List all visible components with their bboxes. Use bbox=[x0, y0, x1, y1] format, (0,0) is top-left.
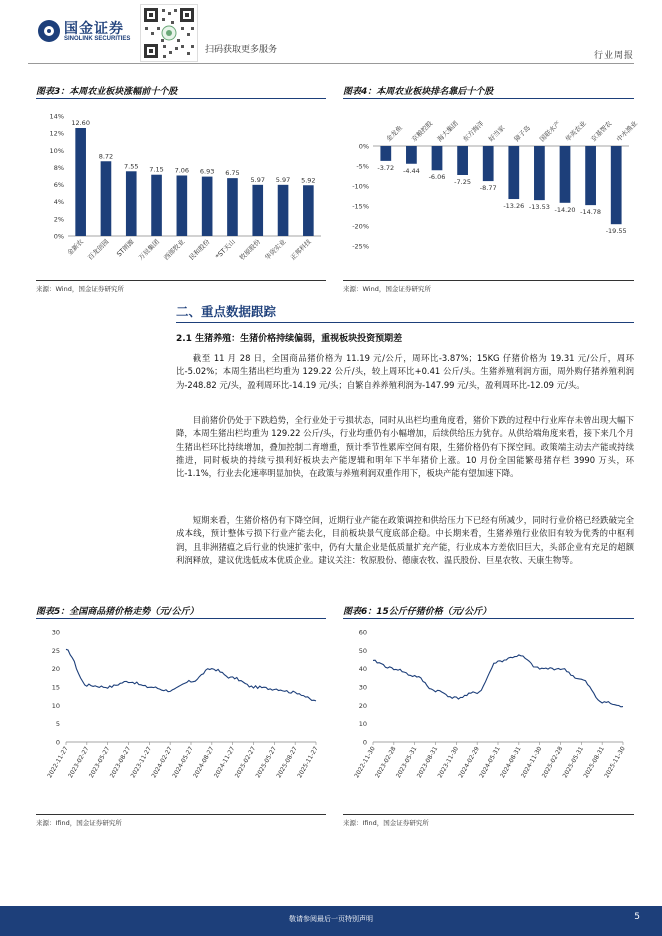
fig4-bar bbox=[560, 146, 571, 203]
fig5-line-chart bbox=[36, 622, 326, 814]
fig5-xtick-label: 2025-11-27 bbox=[296, 745, 320, 780]
fig5-xtick-label: 2024-08-27 bbox=[192, 745, 216, 780]
fig3-bar bbox=[227, 178, 238, 236]
fig4-ytick-label: -5% bbox=[356, 162, 369, 171]
fig4-bar-chart bbox=[343, 104, 639, 280]
fig5-bottom-rule bbox=[36, 814, 326, 815]
fig3-data-label: 5.92 bbox=[301, 176, 316, 185]
fig3-ytick-label: 10% bbox=[49, 146, 64, 155]
fig6-ytick-label: 30 bbox=[358, 683, 367, 692]
fig5-source: 来源：Ifind，国金证券研究所 bbox=[36, 819, 122, 827]
fig6-title-rule bbox=[343, 618, 634, 619]
fig5-xtick-label: 2024-05-27 bbox=[171, 745, 195, 780]
fig3-data-label: 7.55 bbox=[124, 162, 139, 171]
fig5-xtick-label: 2022-11-27 bbox=[46, 745, 70, 780]
footer-disclaimer[interactable]: 敬请参阅最后一页特别声明 bbox=[289, 915, 373, 923]
fig3-bar bbox=[202, 177, 213, 236]
fig3-ytick-label: 6% bbox=[53, 181, 64, 190]
fig5-xtick-label: 2024-11-27 bbox=[212, 745, 237, 780]
fig4-category-label: 京基智农 bbox=[589, 119, 614, 144]
fig6-bottom-rule bbox=[343, 814, 634, 815]
fig6-ytick-label: 60 bbox=[358, 628, 367, 637]
fig3-bar bbox=[151, 175, 162, 236]
fig5-series-line bbox=[66, 649, 316, 701]
fig4-ytick-label: -15% bbox=[352, 202, 369, 211]
fig4-data-label: -14.20 bbox=[554, 205, 576, 214]
fig3-category-label: 华资实业 bbox=[263, 237, 288, 262]
fig6-xtick-label: 2024-08-31 bbox=[499, 745, 523, 780]
fig4-bar bbox=[483, 146, 494, 181]
fig3-bar bbox=[303, 185, 314, 236]
fig5-ytick-label: 0 bbox=[55, 738, 60, 747]
fig6-xtick-label: 2024-02-29 bbox=[457, 745, 481, 780]
fig5-xtick-label: 2023-02-27 bbox=[67, 745, 91, 780]
fig3-title: 图表3：本周农业板块涨幅前十个股 bbox=[36, 87, 178, 97]
fig3-ytick-label: 2% bbox=[53, 215, 64, 224]
qr-code-icon[interactable] bbox=[140, 4, 198, 62]
fig4-data-label: -6.06 bbox=[428, 173, 446, 182]
fig4-data-label: -4.44 bbox=[402, 166, 420, 175]
header-divider bbox=[28, 63, 634, 64]
fig3-data-label: 6.93 bbox=[199, 167, 215, 176]
fig3-ytick-label: 12% bbox=[49, 129, 64, 138]
fig4-bottom-rule bbox=[343, 280, 634, 281]
fig4-category-label: 国联水产 bbox=[538, 119, 563, 144]
fig3-title-rule bbox=[36, 98, 326, 99]
fig6-ytick-label: 40 bbox=[358, 665, 367, 674]
fig4-data-label: -19.55 bbox=[605, 227, 627, 236]
fig6-xtick-label: 2022-11-30 bbox=[353, 745, 377, 780]
fig6-ytick-label: 50 bbox=[358, 646, 367, 655]
fig5-xtick-label: 2025-05-27 bbox=[254, 745, 279, 780]
fig3-ytick-label: 4% bbox=[53, 198, 64, 207]
fig3-category-label: *ST天山 bbox=[213, 237, 237, 261]
fig3-bottom-rule bbox=[36, 280, 326, 281]
fig3-category-label: 正邦科技 bbox=[288, 237, 313, 262]
fig3-bar bbox=[75, 128, 86, 236]
fig3-data-label: 8.72 bbox=[98, 152, 114, 161]
fig4-title: 图表4：本周农业板块排名靠后十个股 bbox=[343, 87, 494, 97]
fig6-source: 来源：Ifind，国金证券研究所 bbox=[343, 819, 429, 827]
page-number: 5 bbox=[634, 912, 640, 922]
fig3-category-label: 民和股份 bbox=[187, 237, 212, 262]
fig4-ytick-label: -25% bbox=[352, 242, 369, 251]
fig6-ytick-label: 10 bbox=[358, 720, 367, 729]
company-name-en: SINOLINK SECURITIES bbox=[64, 36, 131, 42]
fig4-bar bbox=[611, 146, 622, 224]
fig4-bar bbox=[508, 146, 519, 199]
company-name-cn: 国金证券 bbox=[64, 21, 124, 37]
fig5-ytick-label: 10 bbox=[51, 701, 60, 710]
fig5-ytick-label: 15 bbox=[51, 683, 60, 692]
paragraph-1: 截至 11 月 28 日，全国商品猪价格为 11.19 元/公斤，周环比-3.87%；15KG 仔猪价格为 19.31 元/公斤，周环比-5.02%；本周生猪出栏均重为 129.22 公斤/头，较上周环比+0.41 公斤/头。生猪养殖利润方面，周外购仔猪养殖利润为-248.82 元/头，盈利周环比-14.19 元/头；自繁自养养殖利润为-147.99 元/头，盈利周环比-12.09 元/头。 bbox=[176, 353, 634, 390]
fig5-xtick-label: 2023-08-27 bbox=[108, 745, 133, 780]
page-header bbox=[0, 0, 662, 64]
fig4-data-label: -13.53 bbox=[528, 203, 550, 212]
fig4-category-label: 东方海洋 bbox=[461, 119, 486, 144]
fig5-ytick-label: 30 bbox=[51, 628, 60, 637]
fig3-category-label: 牧原股份 bbox=[238, 237, 263, 262]
fig5-title: 图表5：全国商品猪价格走势（元/公斤） bbox=[36, 607, 199, 617]
fig6-line-chart bbox=[343, 622, 634, 814]
fig4-data-label: -8.77 bbox=[479, 184, 497, 193]
fig4-title-rule bbox=[343, 98, 634, 99]
fig5-xtick-label: 2023-05-27 bbox=[87, 745, 112, 780]
fig5-ytick-label: 20 bbox=[51, 665, 60, 674]
fig3-category-label: 万辰集团 bbox=[136, 237, 161, 262]
fig4-category-label: 海大集团 bbox=[435, 119, 460, 144]
paragraph-3: 短期来看，生猪价格仍有下降空间，近期行业产能在政策调控和供给压力下已经有所减少，同时行业价格已经跌破完全成本线，预计整体亏损下行业产能去化，目前板块景气度底部企稳。中长期来看，生猪养殖行业依旧有较为优秀的中枢利润，且非洲猪瘟之后行业的快速扩张中，仍有大量企业是低质量扩充产能，行业成本方差依旧巨大，头部企业有充足的超额利润释放，建议优选低成本优质企业。建议关注：牧原股份、德康农牧、温氏股份、巨星农牧、天康生物等。 bbox=[176, 515, 634, 565]
fig4-category-label: 金龙鱼 bbox=[384, 123, 405, 144]
fig5-ytick-label: 25 bbox=[51, 646, 60, 655]
fig6-title: 图表6：15公斤仔猪价格（元/公斤） bbox=[343, 607, 492, 617]
fig4-ytick-label: -20% bbox=[352, 222, 369, 231]
fig5-xtick-label: 2023-11-27 bbox=[129, 745, 154, 780]
fig3-category-label: 西部牧业 bbox=[162, 237, 187, 262]
fig6-xtick-label: 2024-11-30 bbox=[519, 745, 544, 780]
fig3-source: 来源：Wind，国金证券研究所 bbox=[36, 285, 124, 293]
fig4-bar bbox=[380, 146, 391, 161]
fig3-data-label: 6.75 bbox=[225, 169, 240, 178]
fig4-category-label: 京粮控股 bbox=[410, 119, 435, 144]
section-title: 二、重点数据跟踪 bbox=[176, 304, 277, 319]
fig6-xtick-label: 2023-11-30 bbox=[436, 745, 461, 780]
fig3-data-label: 7.06 bbox=[174, 166, 190, 175]
fig3-data-label: 12.60 bbox=[71, 119, 90, 127]
fig4-bar bbox=[406, 146, 417, 164]
fig6-xtick-label: 2023-08-31 bbox=[415, 745, 440, 780]
fig3-bar bbox=[126, 171, 137, 236]
fig4-category-label: 华英农业 bbox=[563, 119, 588, 144]
fig4-bar bbox=[534, 146, 545, 200]
fig4-category-label: 好当家 bbox=[486, 123, 507, 144]
subsection-title: 2.1 生猪养殖：生猪价格持续偏弱，重视板块投资预期差 bbox=[176, 334, 403, 344]
fig3-bar bbox=[177, 175, 188, 236]
qr-caption: 扫码获取更多服务 bbox=[205, 45, 278, 55]
fig6-xtick-label: 2025-02-28 bbox=[540, 745, 565, 780]
fig3-bar bbox=[252, 185, 263, 236]
fig3-category-label: 百龙创园 bbox=[86, 237, 111, 262]
fig4-category-label: 獐子岛 bbox=[512, 123, 533, 144]
company-logo-icon bbox=[38, 20, 60, 42]
fig6-xtick-label: 2023-05-31 bbox=[394, 745, 419, 780]
fig4-bar bbox=[432, 146, 443, 170]
fig5-title-rule bbox=[36, 618, 326, 619]
fig6-xtick-label: 2025-05-31 bbox=[561, 745, 586, 780]
fig3-bar-chart bbox=[36, 104, 326, 280]
paragraph-2: 目前猪价仍处于下跌趋势，全行业处于亏损状态，同时从出栏均重角度看，猪价下跌的过程中行业库存未曾出现大幅下降，本周生猪出栏均重为 129.22 公斤/头，行业均重仍有小幅增加，后续供给压力犹存。从供给端角度来看，接下来几个月生猪出栏环比持续增加，叠加控制二育增重，预计季节性累库空间有限，生猪价格仍有下探空间。政策端主动去产能或持续推进，同时板块的持续亏损利好板块去产能逻辑和明年下半年猪价上涨。10 月份全国能繁母猪存栏 3990 万头，环比-1.1%，行业去化速率明显加快，在政策与养殖利润双重作用下，板块产能有望加速下降。 bbox=[176, 415, 634, 479]
section-divider bbox=[176, 322, 634, 323]
fig4-data-label: -13.26 bbox=[503, 202, 525, 211]
fig6-xtick-label: 2025-08-31 bbox=[582, 745, 606, 780]
fig4-ytick-label: -10% bbox=[352, 182, 369, 191]
fig5-xtick-label: 2025-02-27 bbox=[233, 745, 258, 780]
fig6-ytick-label: 20 bbox=[358, 701, 367, 710]
doc-type-label: 行业周报 bbox=[593, 51, 634, 61]
fig3-data-label: 5.97 bbox=[250, 175, 265, 184]
fig4-data-label: -7.25 bbox=[454, 178, 472, 186]
fig3-bar bbox=[101, 161, 112, 236]
fig6-ytick-label: 0 bbox=[362, 738, 367, 747]
fig4-ytick-label: 0% bbox=[358, 142, 369, 151]
fig4-data-label: -3.72 bbox=[377, 163, 395, 172]
fig4-source: 来源：Wind，国金证券研究所 bbox=[343, 285, 431, 293]
fig3-ytick-label: 0% bbox=[53, 232, 64, 241]
fig3-data-label: 5.97 bbox=[275, 175, 291, 184]
fig4-bar bbox=[457, 146, 468, 175]
fig6-xtick-label: 2025-11-30 bbox=[603, 745, 627, 780]
fig3-ytick-label: 8% bbox=[53, 163, 64, 172]
fig3-bar bbox=[278, 185, 289, 236]
fig5-xtick-label: 2025-08-27 bbox=[275, 745, 299, 780]
fig5-xtick-label: 2024-02-27 bbox=[150, 745, 174, 780]
fig3-category-label: 金新农 bbox=[65, 237, 86, 258]
fig6-xtick-label: 2023-02-28 bbox=[374, 745, 398, 780]
fig4-category-label: 中水渔业 bbox=[614, 119, 639, 144]
fig4-bar bbox=[585, 146, 596, 205]
fig6-xtick-label: 2024-05-31 bbox=[478, 745, 502, 780]
fig3-data-label: 7.15 bbox=[149, 165, 164, 174]
fig4-data-label: -14.78 bbox=[580, 208, 602, 217]
fig5-ytick-label: 5 bbox=[55, 720, 60, 729]
fig3-category-label: ST朗源 bbox=[115, 237, 136, 259]
fig6-series-line bbox=[373, 655, 623, 707]
fig3-ytick-label: 14% bbox=[49, 112, 64, 121]
